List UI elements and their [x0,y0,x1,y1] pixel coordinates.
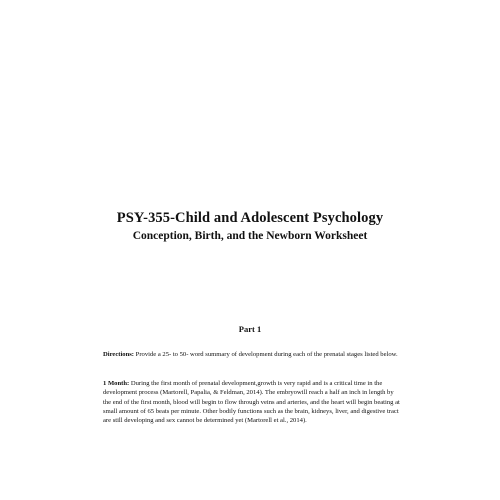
directions-label: Directions: [103,351,135,358]
month-1-text: During the first month of prenatal development,growth is very rapid and is a critical time in the development process (Martorell, Papalia, & Feldman, 2014). The embryowill reach a half an inch in length by the end of the first month, blood will begin to flow through veins and arteries, and the heart will begin beating at small amount of 65 beats per minute. Other bodily functions such as the brain, kidneys, liver, and digestive tract are still developing and sex cannot be determined yet (Martorell et al., 2014). [103,380,400,425]
part-heading: Part 1 [238,324,262,334]
directions-text: Provide a 25- to 50- word summary of development during each of the prenatal stages listed below. [134,351,398,358]
document-subtitle: Conception, Birth, and the Newborn Worksheet [132,230,368,242]
month-1-paragraph [103,379,403,425]
document-title: PSY-355-Child and Adolescent Psychology [116,210,384,226]
title-block [0,209,500,244]
directions-paragraph [103,350,403,359]
month-1-label: 1 Month: [103,380,130,387]
